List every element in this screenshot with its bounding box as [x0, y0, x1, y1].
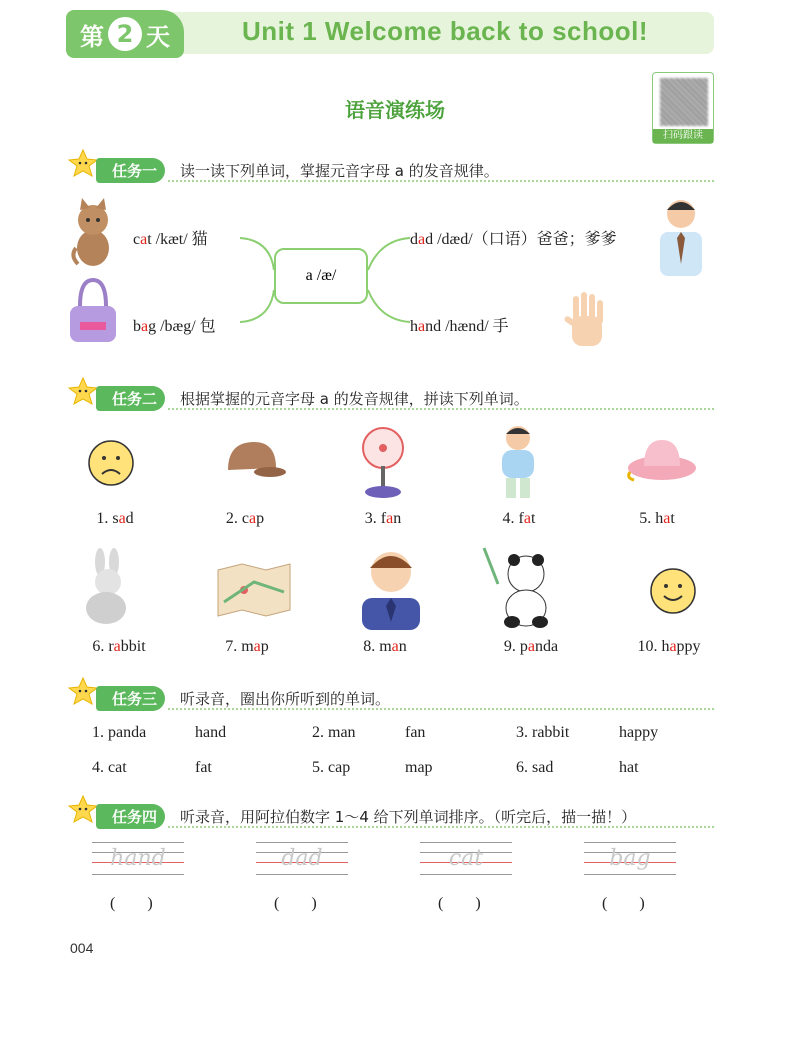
answer-blank[interactable]: ( ) — [602, 895, 645, 912]
man-icon — [356, 544, 426, 630]
fan-icon — [358, 426, 408, 500]
task2-item: 7. map — [225, 638, 269, 655]
choice-word[interactable]: fan — [405, 724, 426, 741]
word-hand: hand /hænd/ 手 — [410, 318, 509, 335]
tracing-lines[interactable] — [420, 840, 512, 880]
choice-word[interactable]: man — [328, 724, 356, 741]
day-number: 2 — [108, 17, 142, 51]
cap-icon — [222, 438, 288, 484]
task3-group: 2. man — [312, 724, 356, 741]
task4-instruction: 听录音，用阿拉伯数字 1～4 给下列单词排序。（听完后，描一描！） — [180, 808, 637, 826]
trace-word: hand — [110, 846, 166, 871]
task3-group: 4. cat — [92, 759, 127, 776]
choice-word[interactable]: sad — [532, 759, 554, 776]
trace-word: cat — [448, 846, 484, 871]
task3-group: 1. panda — [92, 724, 147, 741]
choice-word[interactable]: cat — [108, 759, 127, 776]
word-dad: dad /dæd/（口语）爸爸；爹爹 — [410, 231, 617, 248]
task2-divider — [168, 408, 714, 410]
dad-icon — [652, 194, 710, 276]
panda-icon — [476, 544, 558, 630]
trace-word: dad — [281, 846, 323, 871]
task2-item: 1. sad — [96, 510, 134, 527]
task3-group: 6. sad — [516, 759, 554, 776]
center-phonics-box: a /æ/ — [274, 248, 368, 304]
qr-image — [660, 78, 708, 126]
star-mascot-icon — [68, 794, 98, 828]
fat-boy-icon — [498, 424, 538, 504]
word-bag: bag /bæg/ 包 — [133, 318, 216, 335]
choice-word[interactable]: map — [405, 759, 433, 776]
rabbit-icon — [78, 548, 138, 628]
task2-item: 4. fat — [502, 510, 536, 527]
task3-tag: 任务三 — [96, 686, 165, 711]
answer-blank[interactable]: ( ) — [274, 895, 317, 912]
task2-item: 6. rabbit — [92, 638, 146, 655]
task3-group: 3. rabbit — [516, 724, 570, 741]
choice-word[interactable]: happy — [619, 724, 659, 741]
answer-blank[interactable]: ( ) — [438, 895, 481, 912]
choice-word[interactable]: hat — [619, 759, 639, 776]
task2-item: 5. hat — [639, 510, 675, 527]
choice-word[interactable]: cap — [328, 759, 351, 776]
task4-tag: 任务四 — [96, 804, 165, 829]
tracing-lines[interactable] — [256, 840, 348, 880]
map-icon — [214, 562, 294, 618]
happy-face-icon — [648, 566, 698, 616]
bag-icon — [66, 276, 120, 346]
star-mascot-icon — [68, 148, 98, 182]
choice-word[interactable]: rabbit — [532, 724, 570, 741]
task3-instruction: 听录音，圈出你所听到的单词。 — [180, 690, 391, 708]
day-badge — [66, 10, 184, 58]
task3-divider — [168, 708, 714, 710]
hat-icon — [622, 432, 698, 484]
qr-label: 扫码跟读 — [653, 129, 713, 143]
trace-word: bag — [609, 846, 651, 871]
cat-icon — [68, 196, 118, 270]
star-mascot-icon — [68, 376, 98, 410]
choice-word[interactable]: hand — [195, 724, 227, 741]
choice-word[interactable]: panda — [108, 724, 147, 741]
task2-item: 2. cap — [225, 510, 265, 527]
unit-title: Unit 1 Welcome back to school! — [241, 16, 649, 46]
task2-item: 9. panda — [503, 638, 559, 655]
section-title: 语音演练场 — [345, 98, 445, 122]
task4-divider — [168, 826, 714, 828]
day-prefix: 第 — [80, 22, 104, 51]
tracing-lines[interactable] — [92, 840, 184, 880]
task1-tag: 任务一 — [96, 158, 165, 183]
day-suffix: 天 — [146, 22, 170, 51]
task3-group: 5. cap — [312, 759, 351, 776]
hand-icon — [562, 290, 612, 352]
page-number: 004 — [70, 940, 94, 956]
task2-item: 8. man — [363, 638, 407, 655]
task1-instruction: 读一读下列单词，掌握元音字母 a 的发音规律。 — [180, 162, 499, 180]
task2-tag: 任务二 — [96, 386, 165, 411]
answer-blank[interactable]: ( ) — [110, 895, 153, 912]
task2-item: 10. happy — [637, 638, 701, 655]
word-cat: cat /kæt/ 猫 — [133, 231, 208, 248]
task2-item: 3. fan — [364, 510, 402, 527]
sad-face-icon — [86, 438, 136, 488]
tracing-lines[interactable] — [584, 840, 676, 880]
task2-instruction: 根据掌握的元音字母 a 的发音规律，拼读下列单词。 — [180, 390, 529, 408]
task1-divider — [168, 180, 714, 182]
choice-word[interactable]: fat — [195, 759, 212, 776]
star-mascot-icon — [68, 676, 98, 710]
qr-code[interactable] — [652, 72, 714, 144]
